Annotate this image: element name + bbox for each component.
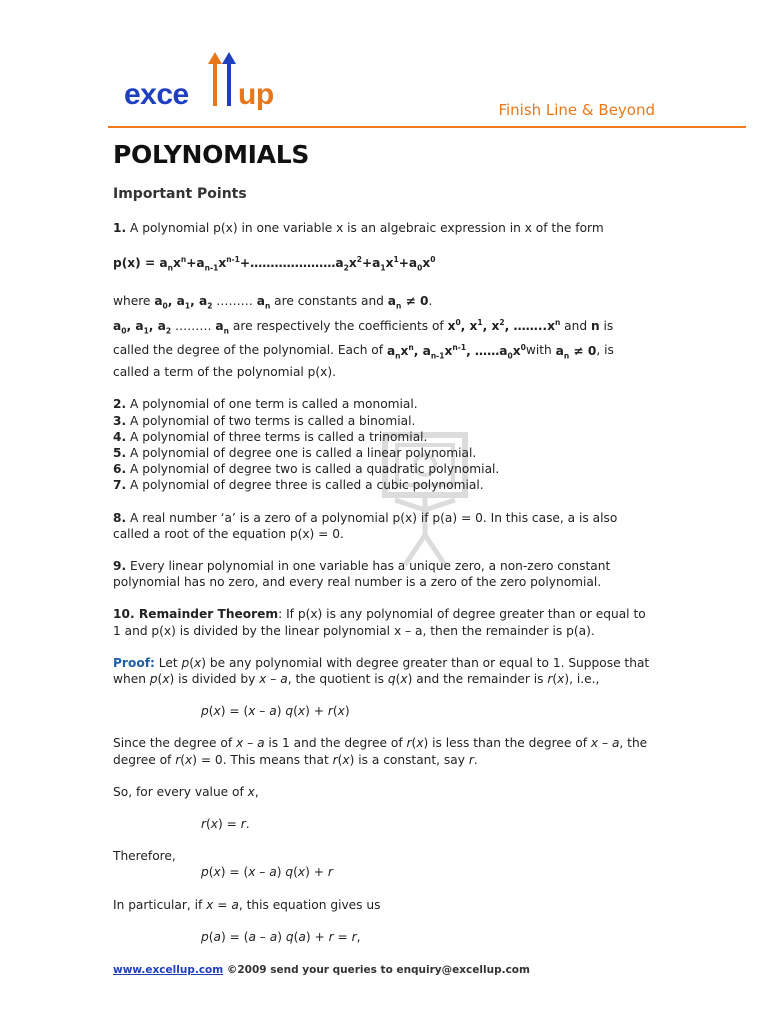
polynomial-general-form: $p(x) = a_nx^n+a_{n-1}x^{n-1}+\dots\dots\dots\dots\dots\dots\dots a_2x^2+a_1x^1+a_0x^0$	[113, 255, 436, 273]
page-title: POLYNOMIALS	[113, 140, 310, 169]
point-8: 8. A real number ‘a’ is a zero of a polynomial p(x) if p(a) = 0. In this case, a is also called a root of the equation p(x) = 0.	[113, 510, 618, 541]
tagline: Finish Line & Beyond	[498, 101, 655, 119]
points-2-to-7: 2. A polynomial of one term is called a monomial. 3. A polynomial of two terms is called a binomial. 4. A polynomial of three terms is called a trinomial. 5. A polynomial of degree one is called a linear polynomial. 6. A polynomial of degree two is called a quadratic polynomial. 7. A polynomial of degree three is called a cubic polynomial.	[113, 397, 500, 493]
equation-1: p(x) = (x – a) q(x) + r(x)	[201, 704, 350, 719]
proof: Proof: Let p(x) be any polynomial with degree greater than or equal to 1. Suppose that when p(x) is divided by x – a, the quotient is q(x) and the remainder is r(x), i.e.,	[113, 655, 650, 686]
point-1: 1. A polynomial p(x) in one variable x is an algebraic expression in x of the form	[113, 221, 604, 236]
logo-text-left: exce	[124, 78, 189, 111]
section-heading: Important Points	[113, 186, 247, 202]
header-divider	[108, 126, 746, 128]
footer-text: ©2009 send your queries to enquiry@excellup.com	[223, 964, 530, 976]
arrows-icon	[205, 50, 239, 108]
equation-3: p(x) = (x – a) q(x) + r	[201, 865, 333, 880]
equation-4: p(a) = (a – a) q(a) + r = r,	[201, 929, 361, 944]
footer	[113, 964, 530, 976]
point-1-details: where $a_0$, $a_1$, $a_2$ ……… $a_n$ are constants and $a_n \ne 0$. $a_0$, $a_1$, $a_2$ ……… $a_n$ are respectively the coefficients of $x^0$, $x^1$, $x^2$, $\dots\dots..x^n$ and n is called the degree of the polynomial. Each of $a_nx^n$, $a_{n-1}x^{n-1}$, $\dots\dots a_0x^0with$ $a_n \ne 0$, is called a term of the polynomial p(x).	[113, 294, 614, 380]
point-9: 9. Every linear polynomial in one variable has a unique zero, a non-zero constant polynomial has no zero, and every real number is a zero of the zero polynomial.	[113, 558, 611, 590]
proof-therefore: Therefore,	[113, 849, 176, 864]
proof-degree: Since the degree of x – a is 1 and the degree of r(x) is less than the degree of x – a, the degree of r(x) = 0. This means that r(x) is a constant, say r.	[113, 736, 648, 767]
equation-2: r(x) = r.	[201, 817, 250, 832]
proof-particular: In particular, if x = a, this equation gives us	[113, 897, 381, 912]
document-body	[113, 186, 653, 945]
footer-website-link[interactable]: www.excellup.com	[113, 964, 224, 976]
logo-text-right: up	[238, 78, 274, 111]
excellup-logo	[124, 50, 284, 112]
point-10-remainder-theorem: 10. Remainder Theorem: If p(x) is any polynomial of degree greater than or equal to 1 and p(x) is divided by the linear polynomial x – a, then the remainder is p(a).	[113, 607, 646, 638]
proof-every-value: So, for every value of x,	[113, 784, 259, 799]
